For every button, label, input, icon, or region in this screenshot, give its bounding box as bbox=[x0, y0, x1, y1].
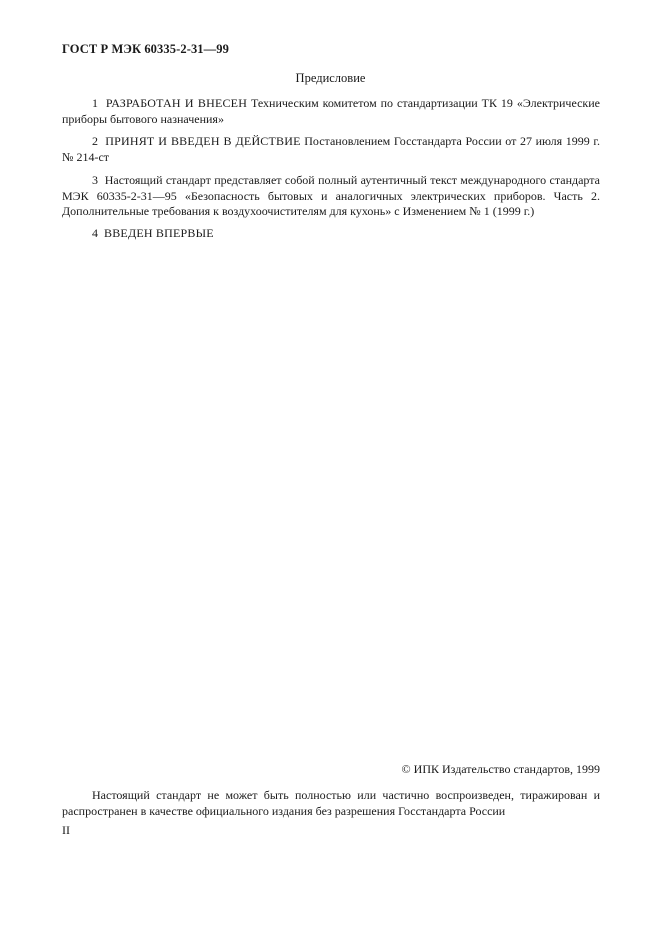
page-number: II bbox=[62, 823, 70, 837]
item-text: Техническим комитетом по стандартизации ТК 19 «Электрические приборы бытового назначения» bbox=[62, 96, 600, 126]
item-text: Постановлением Госстандарта России от 27 июля 1999 г. № 214-ст bbox=[62, 134, 600, 164]
item-text: Настоящий стандарт представляет собой полный аутентичный текст международного стандарта МЭК 60335-2-31—95 «Безопасность бытовых и аналогичных электрических приборов. Часть 2. Дополнительные требования к воздухоочистителям для кухонь» с Изменением № 1 (1999 г.) bbox=[62, 173, 600, 218]
reproduction-notice: Настоящий стандарт не может быть полностью или частично воспроизведен, тиражирован и распространен в качестве официального издания без разрешения Госстандарта России bbox=[62, 788, 600, 818]
item-number: 2 bbox=[92, 134, 98, 148]
copyright-line: © ИПК Издательство стандартов, 1999 bbox=[401, 762, 600, 776]
item-number: 4 bbox=[92, 226, 98, 240]
item-caps-heading: РАЗРАБОТАН И ВНЕСЕН bbox=[105, 96, 248, 110]
item-caps-heading: ВВЕДЕН ВПЕРВЫЕ bbox=[104, 226, 214, 240]
standard-header: ГОСТ Р МЭК 60335-2-31—99 bbox=[62, 42, 229, 56]
preface-item-3 bbox=[62, 173, 600, 220]
item-caps-heading: ПРИНЯТ И ВВЕДЕН В ДЕЙСТВИЕ bbox=[105, 134, 301, 148]
item-number: 3 bbox=[92, 173, 98, 187]
preface-item-4 bbox=[62, 226, 600, 242]
preface-item-1 bbox=[62, 96, 600, 127]
preface-title: Предисловие bbox=[295, 71, 366, 85]
item-number: 1 bbox=[92, 96, 98, 110]
preface-item-2 bbox=[62, 134, 600, 165]
